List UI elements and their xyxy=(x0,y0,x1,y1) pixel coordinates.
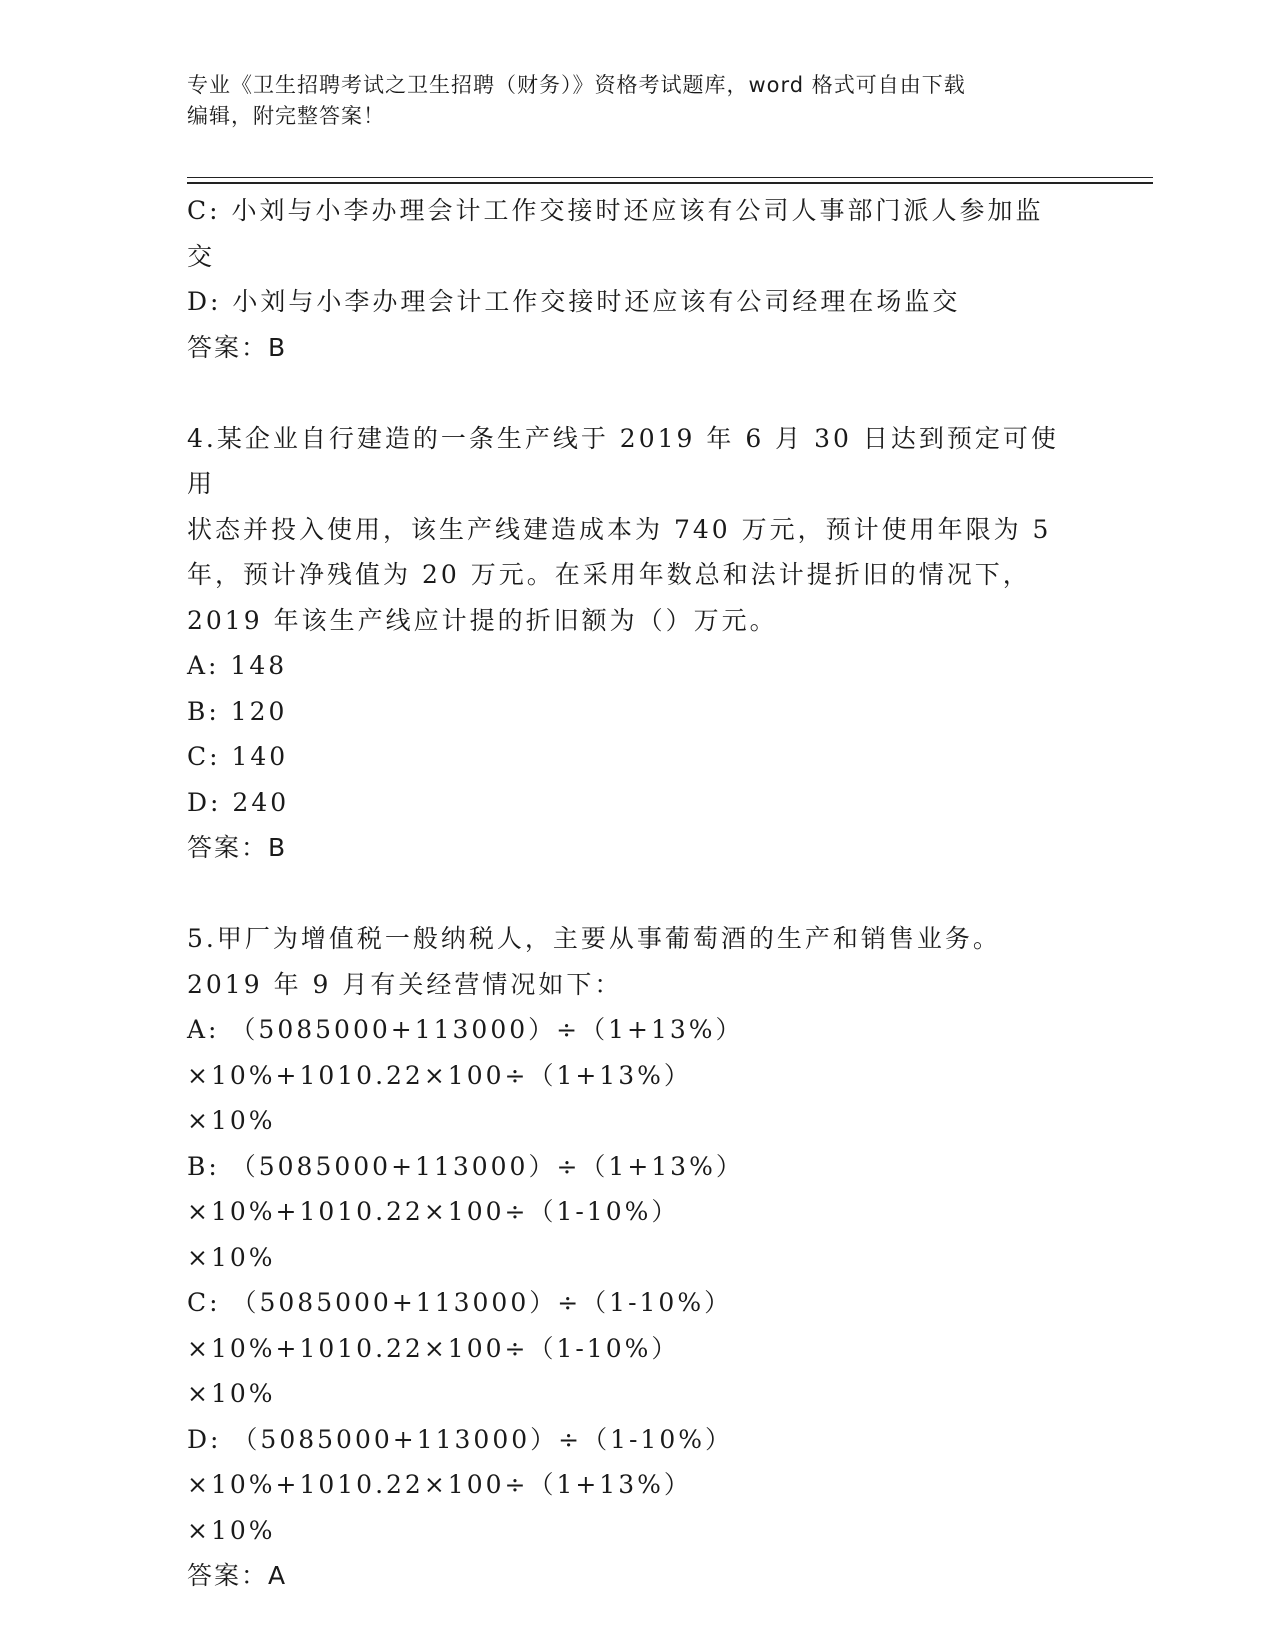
answer: 答案：B xyxy=(187,833,288,862)
option-d-line-2: ×10% xyxy=(187,1515,276,1545)
question-3-tail xyxy=(187,188,1072,370)
header-line-2: 编辑，附完整答案！ xyxy=(187,104,385,128)
option-a-line-1: A: （5085000+113000）÷（1+13%）×10%+1010.22×100÷（1+13%） xyxy=(187,1015,744,1090)
option-b-line-1: B: （5085000+113000）÷（1+13%）×10%+1010.22×100÷（1-10%） xyxy=(187,1151,744,1226)
option-b-line-2: ×10% xyxy=(187,1242,276,1272)
option-a-line-2: ×10% xyxy=(187,1106,276,1135)
option-c-line-2: ×10% xyxy=(187,1379,276,1408)
question-4 xyxy=(187,416,1072,871)
question-stem-line-2: 2019 年 9 月有关经营情况如下： xyxy=(187,969,623,999)
option-a: A: 148 xyxy=(187,651,288,680)
question-stem-line-1: 5.甲厂为增值税一般纳税人，主要从事葡萄酒的生产和销售业务。 xyxy=(187,924,1001,953)
option-c: C: 140 xyxy=(187,742,289,771)
option-c-line-1: C: （5085000+113000）÷（1-10%）×10%+1010.22×100÷（1-10%） xyxy=(187,1288,733,1363)
question-stem-line-3: 年，预计净残值为 20 万元。在采用年数总和法计提折旧的情况下， xyxy=(187,560,1031,589)
option-b: B: 120 xyxy=(187,696,288,726)
option-c-line-2: 交 xyxy=(187,241,216,271)
question-stem-line-4: 2019 年该生产线应计提的折旧额为（）万元。 xyxy=(187,605,778,635)
header-divider-thin xyxy=(187,177,1153,178)
answer: 答案：A xyxy=(187,1561,288,1590)
header-line-1: 专业《卫生招聘考试之卫生招聘（财务）》资格考试题库，word 格式可自由下载 xyxy=(187,73,966,97)
option-d: D: 240 xyxy=(187,787,290,817)
document-body xyxy=(187,188,1072,1599)
option-d-line-1: D: （5085000+113000）÷（1-10%）×10%+1010.22×100÷（1+13%） xyxy=(187,1424,734,1499)
header-divider-thick xyxy=(187,182,1153,184)
answer: 答案：B xyxy=(187,332,288,362)
question-stem-line-2: 状态并投入使用，该生产线建造成本为 740 万元，预计使用年限为 5 xyxy=(187,514,1052,544)
document-header xyxy=(187,70,1067,132)
question-stem-line-1: 4.某企业自行建造的一条生产线于 2019 年 6 月 30 日达到预定可使用 xyxy=(187,423,1059,498)
option-d: D: 小刘与小李办理会计工作交接时还应该有公司经理在场监交 xyxy=(187,287,961,316)
question-5 xyxy=(187,916,1072,1599)
option-c-line-1: C: 小刘与小李办理会计工作交接时还应该有公司人事部门派人参加监 xyxy=(187,196,1044,225)
